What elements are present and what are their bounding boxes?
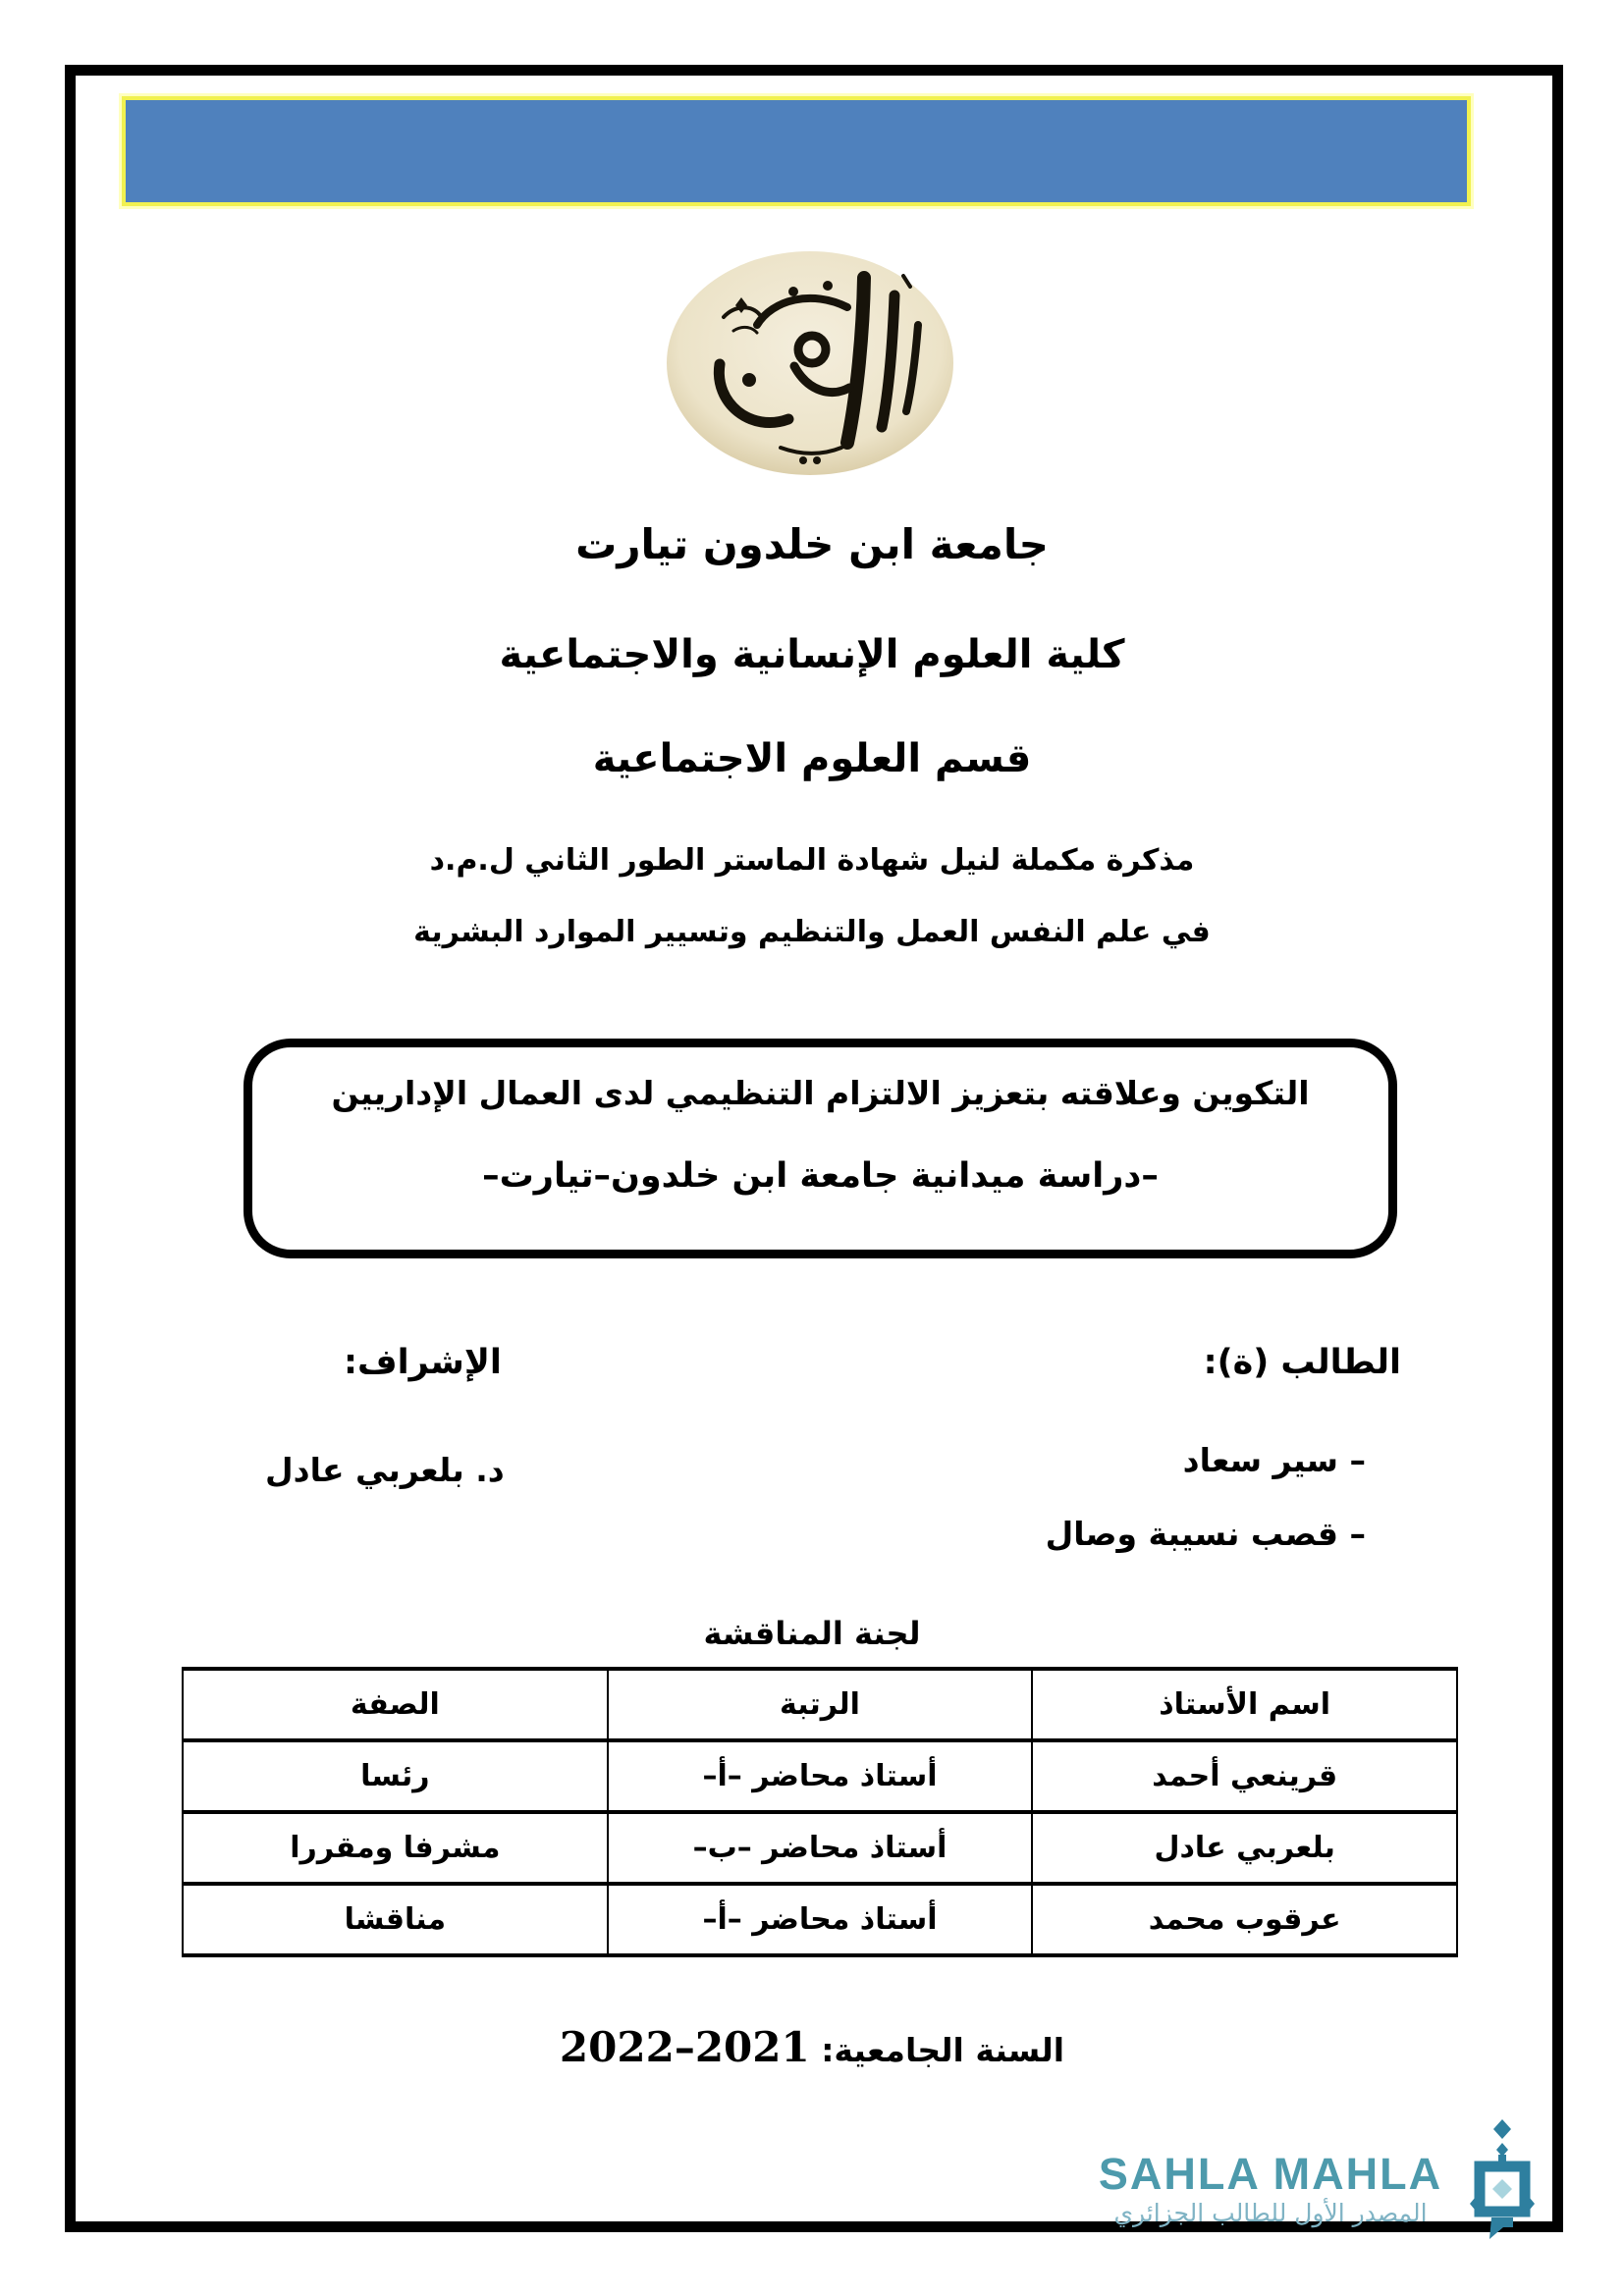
thesis-title-box: [244, 1039, 1397, 1258]
jury-professor: قرينعي أحمد: [1032, 1740, 1457, 1812]
brand-tagline: المصدر الأول للطالب الجزائري: [1113, 2199, 1428, 2227]
jury-header-row: [183, 1669, 1457, 1740]
dash-bullet: –: [1349, 1515, 1366, 1553]
jury-professor: بلعربي عادل: [1032, 1812, 1457, 1884]
header-banner: [122, 96, 1471, 206]
table-row: [183, 1884, 1457, 1955]
supervisor-name: د. بلعربي عادل: [265, 1451, 505, 1489]
table-row: [183, 1812, 1457, 1884]
academic-year-label: السنة الجامعية:: [821, 2031, 1065, 2069]
student-name: قصب نسيبة وصال: [1045, 1515, 1338, 1553]
academic-year-value: 2021–2022: [559, 2023, 810, 2071]
jury-header-professor: اسم الأستاذ: [1032, 1669, 1457, 1740]
watermark-brand: [1091, 2149, 1450, 2230]
committee-title: لجنة المناقشة: [703, 1615, 921, 1652]
thesis-subtitle: –دراسة ميدانية جامعة ابن خلدون–تيارت–: [482, 1156, 1159, 1196]
student-name-1: [1183, 1441, 1366, 1479]
jury-table: [182, 1667, 1458, 1957]
jury-role: مناقشا: [183, 1884, 608, 1955]
memo-degree-line: مذكرة مكملة لنيل شهادة الماستر الطور الثاني ل.م.د: [429, 843, 1195, 878]
jury-rank: أستاذ محاضر –أ–: [608, 1884, 1033, 1955]
jury-professor: عرقوب محمد: [1032, 1884, 1457, 1955]
jury-role: رئسا: [183, 1740, 608, 1812]
jury-header-rank: الرتبة: [608, 1669, 1033, 1740]
academic-year: [0, 2012, 1624, 2083]
faculty-name: كلية العلوم الإنسانية والاجتماعية: [499, 632, 1125, 677]
jury-rank: أستاذ محاضر –أ–: [608, 1740, 1033, 1812]
table-row: [183, 1740, 1457, 1812]
supervision-label: الإشراف:: [344, 1343, 502, 1382]
thesis-title: التكوين وعلاقته بتعزيز الالتزام التنظيمي لدى العمال الإداريين: [331, 1074, 1310, 1112]
seal-calligraphy-icon: [665, 248, 955, 478]
university-seal-logo: [665, 248, 955, 478]
university-name: جامعة ابن خلدون تيارت: [575, 520, 1049, 568]
jury-rank: أستاذ محاضر –ب–: [608, 1812, 1033, 1884]
brand-kufic-logo-icon: [1470, 2119, 1535, 2239]
jury-role: مشرفا ومقررا: [183, 1812, 608, 1884]
student-name: سير سعاد: [1182, 1441, 1338, 1479]
memo-specialty-line: في علم النفس العمل والتنظيم وتسيير الموارد البشرية: [413, 915, 1211, 949]
brand-name: SAHLA MAHLA: [1098, 2149, 1443, 2199]
department-name: قسم العلوم الاجتماعية: [592, 736, 1032, 781]
dash-bullet: –: [1349, 1441, 1366, 1479]
student-name-2: [1046, 1515, 1366, 1553]
student-label: الطالب (ة):: [1203, 1343, 1401, 1382]
jury-header-role: الصفة: [183, 1669, 608, 1740]
